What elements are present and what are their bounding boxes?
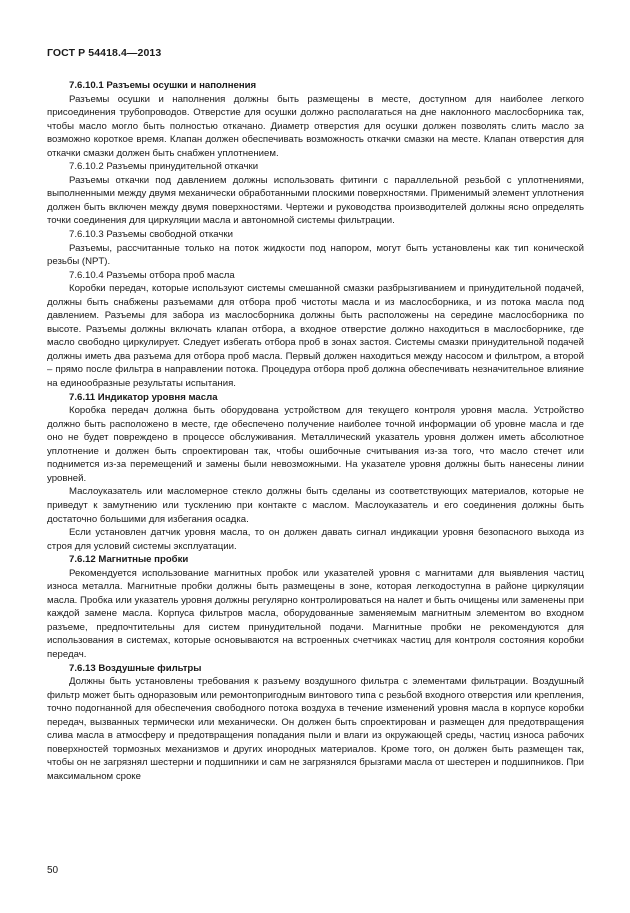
paragraph: Разъемы, рассчитанные только на поток жидкости под напором, могут быть установлены как тип конической резьбы (NPT). <box>47 242 584 268</box>
paragraph: Коробка передач должна быть оборудована устройством для текущего контроля уровня масла. Устройство должно быть расположено в месте, где обеспечено получение наиболее точной информации об уровне масла и где оно не будет повреждено в процессе обслуживания. Металлический указатель уровня должен иметь абсолютное уплотнение и должен быть спроектирован так, чтобы ошибочные считывания из-за того, что масло стечет или поднимется из-за перемещений и замены были невозможными. На указателе уровня должны быть нанесены линии уровней. <box>47 405 584 484</box>
section-heading: 7.6.11 Индикатор уровня масла <box>69 391 218 403</box>
document-body <box>47 79 584 783</box>
subsection-title: 7.6.10.4 Разъемы отбора проб масла <box>69 269 235 281</box>
section-heading: 7.6.12 Магнитные пробки <box>69 554 189 566</box>
paragraph: Маслоуказатель или масломерное стекло должны быть сделаны из соответствующих материалов, которые не приведут к замутнению или тусклению при контакте с маслом. Маслоуказатель и его соединения должны быть достаточно большими для избегания осадка. <box>47 486 584 525</box>
paragraph: Разъемы откачки под давлением должны использовать фитинги с параллельной резьбой с уплотнениями, выполненными между двумя механически обработанными плоскими поверхностями. Применимый элемент уплотнения должен быть включен между двумя поверхностями. Чертежи и руководства производителей должны ясно определять точки соединения для циркуляции масла и автономной системы фильтрации. <box>47 174 584 227</box>
section-heading: 7.6.13 Воздушные фильтры <box>69 662 202 674</box>
paragraph: Разъемы осушки и наполнения должны быть размещены в месте, доступном для наиболее легкого присоединения трубопроводов. Отверстие для осушки должно располагаться на дне наклонного маслосборника так, чтобы масло могло быть полностью откачано. Диаметр отверстия для осушки должен позволять слить масло за возможно короткое время. Клапан должен обеспечивать возможность откачки смазки на месте. Клапан отверстия для откачки смазки должен быть снабжен уплотнением. <box>47 93 584 159</box>
paragraph: Если установлен датчик уровня масла, то он должен давать сигнал индикации уровня безопасного выхода из строя для условий системы эксплуатации. <box>47 527 584 552</box>
paragraph: Должны быть установлены требования к разъему воздушного фильтра с элементами фильтрации. Воздушный фильтр может быть одноразовым или ремонтопригодным винтового типа с резьбой входного отверстия или крепления, точно подогнанной для обеспечения свободного потока воздуха в течение изменений уровня масла в корпусе коробки передач, вызванных термически или механически. Он должен быть спроектирован и размещен для предотвращения слива масла в атмосферу и предотвращения попадания пыли и влаги из окружающей среды, частиц износа рабочих поверхностей тормозных механизмов и других инородных материалов. Кроме того, он должен быть размещен так, чтобы он не загрязнял шестерни и подшипники и сам не загрязнялся брызгами масла от шестерен и подшипников. При максимальном сроке <box>47 676 584 782</box>
subsection-title: 7.6.10.2 Разъемы принудительной откачки <box>69 161 259 173</box>
paragraph: Рекомендуется использование магнитных пробок или указателей уровня с магнитами для выявления частиц износа металла. Магнитные пробки должны быть размещены в зоне, которая легкодоступна в районе циркуляции масла. Пробка или указатель уровня должны регулярно контролироваться на налет и быть очищены или заменены при каждой замене масла. Корпуса фильтров масла, оборудованные заменяемым магнитным элементом во входном разъеме, предпочтительны для систем принудительной подачи. Магнитные пробки не рекомендуются для использования в системах, которые основываются на встроенных счетчиках частиц для контроля состояния коробки передач. <box>47 567 584 660</box>
section-heading: 7.6.10.1 Разъемы осушки и наполнения <box>69 80 257 91</box>
subsection-title: 7.6.10.3 Разъемы свободной откачки <box>69 229 233 241</box>
standard-header: ГОСТ Р 54418.4—2013 <box>47 47 162 59</box>
page-number: 50 <box>47 865 59 876</box>
paragraph: Коробки передач, которые используют системы смешанной смазки разбрызгиванием и принудительной подачей, должны быть снабжены разъемами для отбора проб чистоты масла и из маслосборника, и из потока масла под давлением. Разъемы для забора из маслосборника должны быть расположены на середине маслосборника по высоте. Разъемы должны включать клапан отбора, а входное отверстие должно находиться в маслосборнике, где масло свободно циркулирует. Следует избегать отбора проб в зонах застоя. Системы смазки принудительной подачей должны иметь два разъема для отбора проб масла. Первый должен находиться между насосом и фильтром, а второй – прямо после фильтра в направлении потока. Процедура отбора проб должна обеспечивать незначительное влияние на единообразные результаты испытания. <box>47 283 584 390</box>
